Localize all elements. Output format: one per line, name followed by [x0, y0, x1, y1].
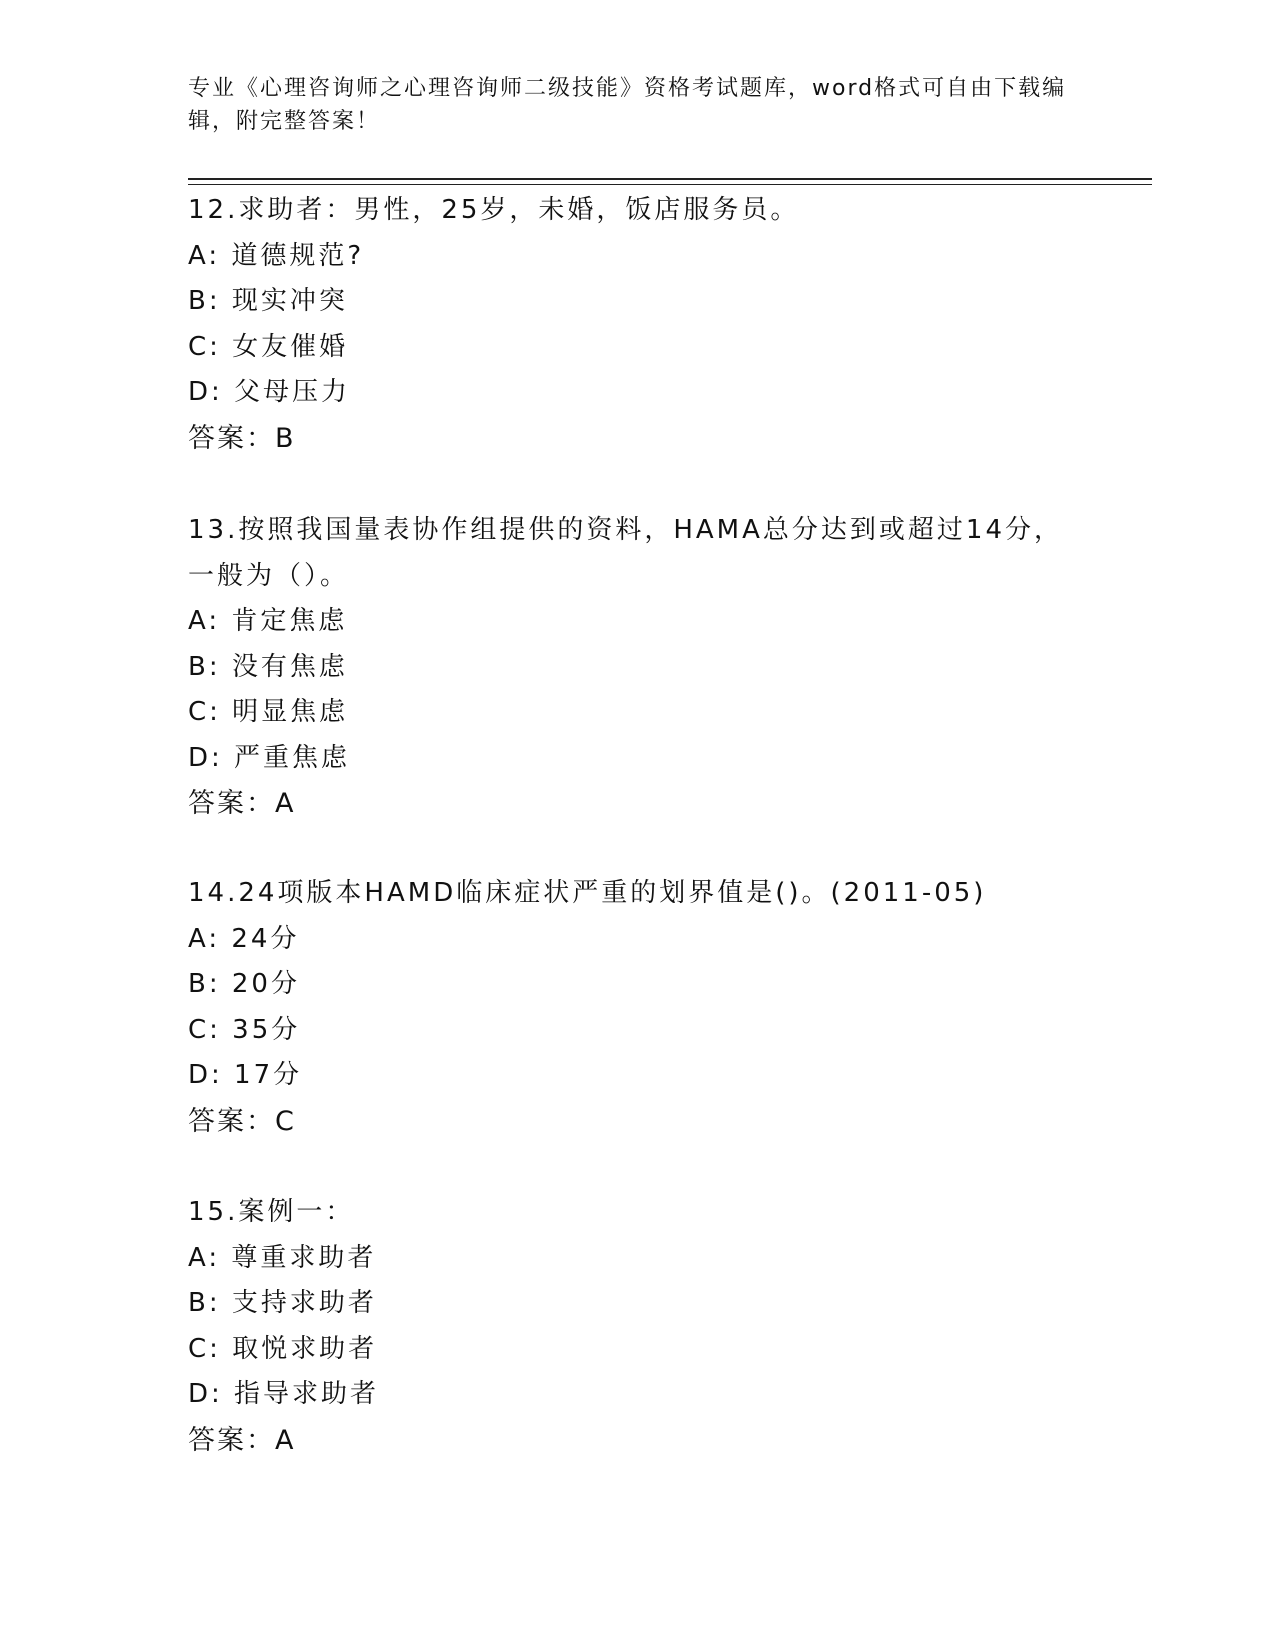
option-d: D: 17分 [188, 1060, 303, 1090]
option-d: D: 父母压力 [188, 377, 351, 407]
question-stem: 14.24项版本HAMD临床症状严重的划界值是()。(2011-05) [188, 878, 987, 908]
option-b: B: 支持求助者 [188, 1288, 377, 1318]
answer-label: 答案：A [188, 788, 296, 819]
option-a: A: 尊重求助者 [188, 1242, 377, 1273]
option-d: D: 严重焦虑 [188, 742, 351, 773]
header-divider-bottom [188, 184, 1152, 185]
answer-label: 答案：B [188, 422, 296, 454]
option-c: C: 35分 [188, 1014, 301, 1045]
option-c: C: 明显焦虑 [188, 697, 349, 727]
question-15 [188, 1190, 1088, 1463]
option-c: C: 女友催婚 [188, 331, 349, 362]
option-c: C: 取悦求助者 [188, 1333, 378, 1364]
option-a: A: 肯定焦虑 [188, 606, 348, 636]
option-b: B: 没有焦虑 [188, 651, 348, 682]
option-a: A: 道德规范? [188, 240, 365, 271]
question-12 [188, 188, 1088, 461]
option-a: A: 24分 [188, 923, 300, 954]
question-stem: 12.求助者：男性，25岁，未婚，饭店服务员。 [188, 195, 800, 225]
question-stem: 13.按照我国量表协作组提供的资料，HAMA总分达到或超过14分，一般为（）。 [188, 515, 1063, 591]
option-b: B: 20分 [188, 969, 300, 999]
option-b: B: 现实冲突 [188, 286, 348, 316]
document-header: 专业《心理咨询师之心理咨询师二级技能》资格考试题库，word格式可自由下载编辑，附完整答案！ [188, 76, 1067, 134]
option-d: D: 指导求助者 [188, 1379, 380, 1409]
question-stem: 15.案例一： [188, 1197, 355, 1227]
question-13 [188, 508, 1088, 827]
answer-label: 答案：A [188, 1424, 296, 1456]
header-divider-top [188, 178, 1152, 180]
answer-label: 答案：C [188, 1105, 296, 1137]
question-14 [188, 871, 1088, 1144]
